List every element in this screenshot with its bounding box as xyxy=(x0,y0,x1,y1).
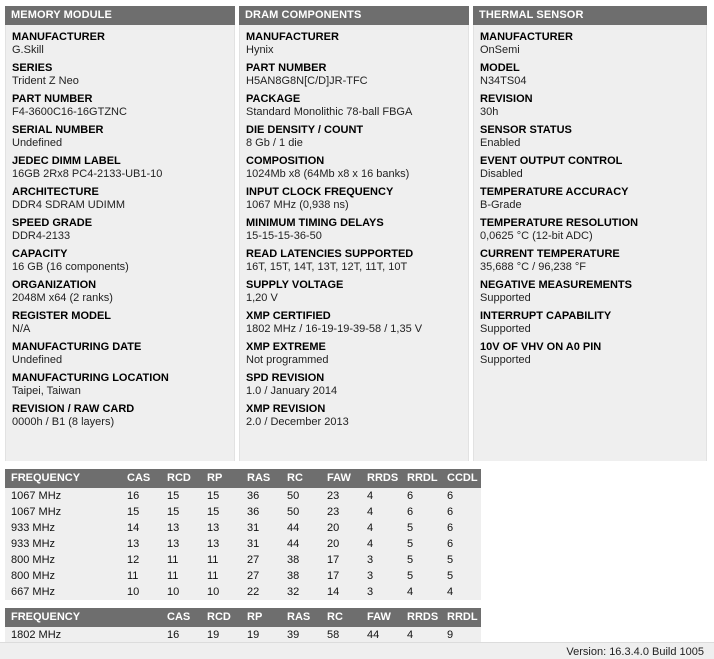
cell: 11 xyxy=(161,552,201,568)
cell: 10 xyxy=(201,584,241,600)
cell: 15 xyxy=(201,488,241,504)
column-header: FAW xyxy=(321,469,361,488)
field-key: SPEED GRADE xyxy=(12,217,93,229)
column-header: RRDS xyxy=(401,608,441,627)
field-row xyxy=(480,186,700,212)
field-key: CURRENT TEMPERATURE xyxy=(480,248,620,260)
field-value: 1802 MHz / 16-19-19-39-58 / 1,35 V xyxy=(246,323,423,335)
field-value: Taipei, Taiwan xyxy=(12,385,81,397)
field-key: PACKAGE xyxy=(246,93,301,105)
field-key: MANUFACTURING LOCATION xyxy=(12,372,169,384)
field-row xyxy=(12,372,228,398)
field-row xyxy=(246,341,462,367)
cell: 31 xyxy=(241,520,281,536)
field-value: Trident Z Neo xyxy=(12,75,79,87)
field-value: 1067 MHz (0,938 ns) xyxy=(246,199,349,211)
field-key: EVENT OUTPUT CONTROL xyxy=(480,155,623,167)
field-value: 0000h / B1 (8 layers) xyxy=(12,416,115,428)
table-row xyxy=(5,584,481,600)
panel-memory-module-body xyxy=(5,25,235,461)
cell: 20 xyxy=(321,536,361,552)
field-value: 30h xyxy=(480,106,499,118)
field-key: INTERRUPT CAPABILITY xyxy=(480,310,612,322)
cell: 4 xyxy=(361,488,401,504)
field-row xyxy=(12,62,228,88)
field-value: 0,0625 °C (12-bit ADC) xyxy=(480,230,593,242)
cell: 36 xyxy=(241,488,281,504)
cell: 22 xyxy=(241,584,281,600)
cell: 800 MHz xyxy=(5,552,121,568)
xmp-timings-table-wrap xyxy=(5,608,709,643)
cell: 31 xyxy=(241,536,281,552)
field-key: READ LATENCIES SUPPORTED xyxy=(246,248,414,260)
field-value: B-Grade xyxy=(480,199,522,211)
field-value: Supported xyxy=(480,323,531,335)
panel-thermal-sensor-body xyxy=(473,25,707,461)
cell: 933 MHz xyxy=(5,520,121,536)
cell: 50 xyxy=(281,488,321,504)
field-key: XMP EXTREME xyxy=(246,341,326,353)
field-value: Disabled xyxy=(480,168,523,180)
cell: 16 xyxy=(121,488,161,504)
field-key: SERIAL NUMBER xyxy=(12,124,104,136)
xmp-timings-table xyxy=(5,608,481,643)
field-row xyxy=(246,31,462,57)
field-key: SUPPLY VOLTAGE xyxy=(246,279,344,291)
field-value: Undefined xyxy=(12,137,63,149)
column-header: RCD xyxy=(161,469,201,488)
field-row xyxy=(246,279,462,305)
cell: 6 xyxy=(441,520,481,536)
field-value: 8 Gb / 1 die xyxy=(246,137,303,149)
column-header: CCDL xyxy=(441,469,481,488)
cell: 23 xyxy=(321,504,361,520)
field-row xyxy=(480,217,700,243)
cell: 5 xyxy=(401,520,441,536)
cell: 13 xyxy=(161,520,201,536)
field-row xyxy=(480,248,700,274)
cell: 800 MHz xyxy=(5,568,121,584)
column-header: RP xyxy=(201,469,241,488)
field-value: 16 GB (16 components) xyxy=(12,261,129,273)
table-row xyxy=(5,568,481,584)
field-key: MANUFACTURER xyxy=(246,31,339,43)
column-header: RC xyxy=(281,469,321,488)
cell: 933 MHz xyxy=(5,536,121,552)
cell: 11 xyxy=(161,568,201,584)
cell: 4 xyxy=(361,520,401,536)
field-row xyxy=(246,248,462,274)
field-key: COMPOSITION xyxy=(246,155,325,167)
cell: 13 xyxy=(201,536,241,552)
field-value: Not programmed xyxy=(246,354,329,366)
field-key: MANUFACTURER xyxy=(480,31,573,43)
cell: 13 xyxy=(161,536,201,552)
cell: 12 xyxy=(121,552,161,568)
cell: 5 xyxy=(401,568,441,584)
panel-memory-module-title: MEMORY MODULE xyxy=(5,6,235,25)
field-row xyxy=(246,124,462,150)
field-key: DIE DENSITY / COUNT xyxy=(246,124,364,136)
field-row xyxy=(12,310,228,336)
cell: 19 xyxy=(241,627,281,643)
field-key: TEMPERATURE RESOLUTION xyxy=(480,217,639,229)
field-value: Hynix xyxy=(246,44,274,56)
field-key: MANUFACTURING DATE xyxy=(12,341,142,353)
field-value: N/A xyxy=(12,323,31,335)
field-key: MODEL xyxy=(480,62,520,74)
cell: 1067 MHz xyxy=(5,504,121,520)
field-key: MANUFACTURER xyxy=(12,31,105,43)
version-status-bar: Version: 16.3.4.0 Build 1005 xyxy=(0,642,714,659)
column-header: CAS xyxy=(121,469,161,488)
panel-dram-components-title: DRAM COMPONENTS xyxy=(239,6,469,25)
cell: 4 xyxy=(401,584,441,600)
column-header: FREQUENCY xyxy=(5,469,121,488)
field-row xyxy=(12,403,228,429)
cell: 58 xyxy=(321,627,361,643)
cell: 1067 MHz xyxy=(5,488,121,504)
field-value: 16GB 2Rx8 PC4-2133-UB1-10 xyxy=(12,168,163,180)
panel-memory-module xyxy=(5,6,235,461)
field-value: 16T, 15T, 14T, 13T, 12T, 11T, 10T xyxy=(246,261,408,273)
cell: 38 xyxy=(281,568,321,584)
field-row xyxy=(12,217,228,243)
cell: 3 xyxy=(361,584,401,600)
field-key: PART NUMBER xyxy=(12,93,93,105)
cell: 50 xyxy=(281,504,321,520)
column-header: RAS xyxy=(281,608,321,627)
field-value: G.Skill xyxy=(12,44,44,56)
cell: 15 xyxy=(201,504,241,520)
field-key: INPUT CLOCK FREQUENCY xyxy=(246,186,394,198)
cell: 16 xyxy=(161,627,201,643)
cell: 5 xyxy=(401,552,441,568)
field-key: REGISTER MODEL xyxy=(12,310,112,322)
field-row xyxy=(12,279,228,305)
field-row xyxy=(480,279,700,305)
field-key: ARCHITECTURE xyxy=(12,186,99,198)
cell: 27 xyxy=(241,568,281,584)
table-row xyxy=(5,504,481,520)
cell: 1802 MHz xyxy=(5,627,161,643)
field-value: 1024Mb x8 (64Mb x8 x 16 banks) xyxy=(246,168,410,180)
cell: 11 xyxy=(121,568,161,584)
cell: 14 xyxy=(121,520,161,536)
field-value: OnSemi xyxy=(480,44,520,56)
table-header-row xyxy=(5,608,481,627)
cell: 17 xyxy=(321,552,361,568)
field-row xyxy=(480,93,700,119)
field-value: H5AN8G8N[C/D]JR-TFC xyxy=(246,75,368,87)
field-value: DDR4-2133 xyxy=(12,230,71,242)
cell: 11 xyxy=(201,568,241,584)
field-row xyxy=(246,310,462,336)
cell: 5 xyxy=(401,536,441,552)
field-row xyxy=(480,31,700,57)
cell: 32 xyxy=(281,584,321,600)
field-value: Enabled xyxy=(480,137,521,149)
field-row xyxy=(12,341,228,367)
cell: 11 xyxy=(201,552,241,568)
jedec-timings-table-wrap xyxy=(5,469,709,600)
field-value: N34TS04 xyxy=(480,75,527,87)
cell: 4 xyxy=(361,504,401,520)
field-key: JEDEC DIMM LABEL xyxy=(12,155,121,167)
cell: 44 xyxy=(281,520,321,536)
table-row xyxy=(5,488,481,504)
field-key: PART NUMBER xyxy=(246,62,327,74)
column-header: RP xyxy=(241,608,281,627)
cell: 38 xyxy=(281,552,321,568)
cell: 17 xyxy=(321,568,361,584)
cell: 39 xyxy=(281,627,321,643)
cell: 667 MHz xyxy=(5,584,121,600)
cell: 44 xyxy=(281,536,321,552)
field-key: MINIMUM TIMING DELAYS xyxy=(246,217,384,229)
field-key: REVISION xyxy=(480,93,533,105)
cell: 19 xyxy=(201,627,241,643)
cell: 20 xyxy=(321,520,361,536)
field-key: SENSOR STATUS xyxy=(480,124,572,136)
table-row xyxy=(5,536,481,552)
cell: 15 xyxy=(161,504,201,520)
cell: 4 xyxy=(361,536,401,552)
cell: 3 xyxy=(361,568,401,584)
cell: 6 xyxy=(441,536,481,552)
field-row xyxy=(12,186,228,212)
cell: 13 xyxy=(121,536,161,552)
field-row xyxy=(12,124,228,150)
column-header: FREQUENCY xyxy=(5,608,161,627)
column-header: FAW xyxy=(361,608,401,627)
field-value: 15-15-15-36-50 xyxy=(246,230,322,242)
field-row xyxy=(246,62,462,88)
field-value: Undefined xyxy=(12,354,63,366)
panel-dram-components xyxy=(239,6,469,461)
column-header: RCD xyxy=(201,608,241,627)
field-key: ORGANIZATION xyxy=(12,279,97,291)
field-key: CAPACITY xyxy=(12,248,68,260)
cell: 3 xyxy=(361,552,401,568)
field-row xyxy=(246,186,462,212)
cell: 4 xyxy=(441,584,481,600)
field-key: 10V OF VHV ON A0 PIN xyxy=(480,341,602,353)
field-row xyxy=(12,155,228,181)
field-row xyxy=(246,403,462,429)
field-row xyxy=(246,372,462,398)
field-key: XMP CERTIFIED xyxy=(246,310,331,322)
field-row xyxy=(12,31,228,57)
jedec-timings-table xyxy=(5,469,481,600)
panel-thermal-sensor-title: THERMAL SENSOR xyxy=(473,6,707,25)
field-key: SERIES xyxy=(12,62,53,74)
cell: 14 xyxy=(321,584,361,600)
cell: 27 xyxy=(241,552,281,568)
field-row xyxy=(480,124,700,150)
cell: 15 xyxy=(121,504,161,520)
panel-dram-components-body xyxy=(239,25,469,461)
field-value: 35,688 °C / 96,238 °F xyxy=(480,261,587,273)
table-row xyxy=(5,627,481,643)
column-header: RRDL xyxy=(401,469,441,488)
column-header: RC xyxy=(321,608,361,627)
cell: 10 xyxy=(161,584,201,600)
cell: 6 xyxy=(401,488,441,504)
field-value: 1.0 / January 2014 xyxy=(246,385,338,397)
cell: 15 xyxy=(161,488,201,504)
cell: 44 xyxy=(361,627,401,643)
field-value: 2048M x64 (2 ranks) xyxy=(12,292,113,304)
column-header: RAS xyxy=(241,469,281,488)
cell: 6 xyxy=(401,504,441,520)
cell: 23 xyxy=(321,488,361,504)
field-row xyxy=(246,217,462,243)
panel-thermal-sensor xyxy=(473,6,707,461)
field-value: DDR4 SDRAM UDIMM xyxy=(12,199,126,211)
field-key: REVISION / RAW CARD xyxy=(12,403,135,415)
field-key: XMP REVISION xyxy=(246,403,326,415)
cell: 4 xyxy=(401,627,441,643)
cell: 6 xyxy=(441,488,481,504)
field-row xyxy=(246,93,462,119)
cell: 13 xyxy=(201,520,241,536)
field-key: TEMPERATURE ACCURACY xyxy=(480,186,629,198)
table-row xyxy=(5,552,481,568)
cell: 9 xyxy=(441,627,481,643)
field-key: NEGATIVE MEASUREMENTS xyxy=(480,279,632,291)
field-row xyxy=(12,248,228,274)
cell: 5 xyxy=(441,568,481,584)
field-row xyxy=(12,93,228,119)
cell: 36 xyxy=(241,504,281,520)
field-row xyxy=(480,62,700,88)
field-value: Standard Monolithic 78-ball FBGA xyxy=(246,106,413,118)
field-value: 2.0 / December 2013 xyxy=(246,416,349,428)
field-row xyxy=(246,155,462,181)
cell: 5 xyxy=(441,552,481,568)
field-row xyxy=(480,310,700,336)
field-row xyxy=(480,341,700,367)
field-value: Supported xyxy=(480,292,531,304)
table-header-row xyxy=(5,469,481,488)
field-row xyxy=(480,155,700,181)
field-key: SPD REVISION xyxy=(246,372,325,384)
field-value: 1,20 V xyxy=(246,292,278,304)
column-header: RRDL xyxy=(441,608,481,627)
table-row xyxy=(5,520,481,536)
column-header: CAS xyxy=(161,608,201,627)
cell: 6 xyxy=(441,504,481,520)
field-value: Supported xyxy=(480,354,531,366)
cell: 10 xyxy=(121,584,161,600)
field-value: F4-3600C16-16GTZNC xyxy=(12,106,127,118)
column-header: RRDS xyxy=(361,469,401,488)
